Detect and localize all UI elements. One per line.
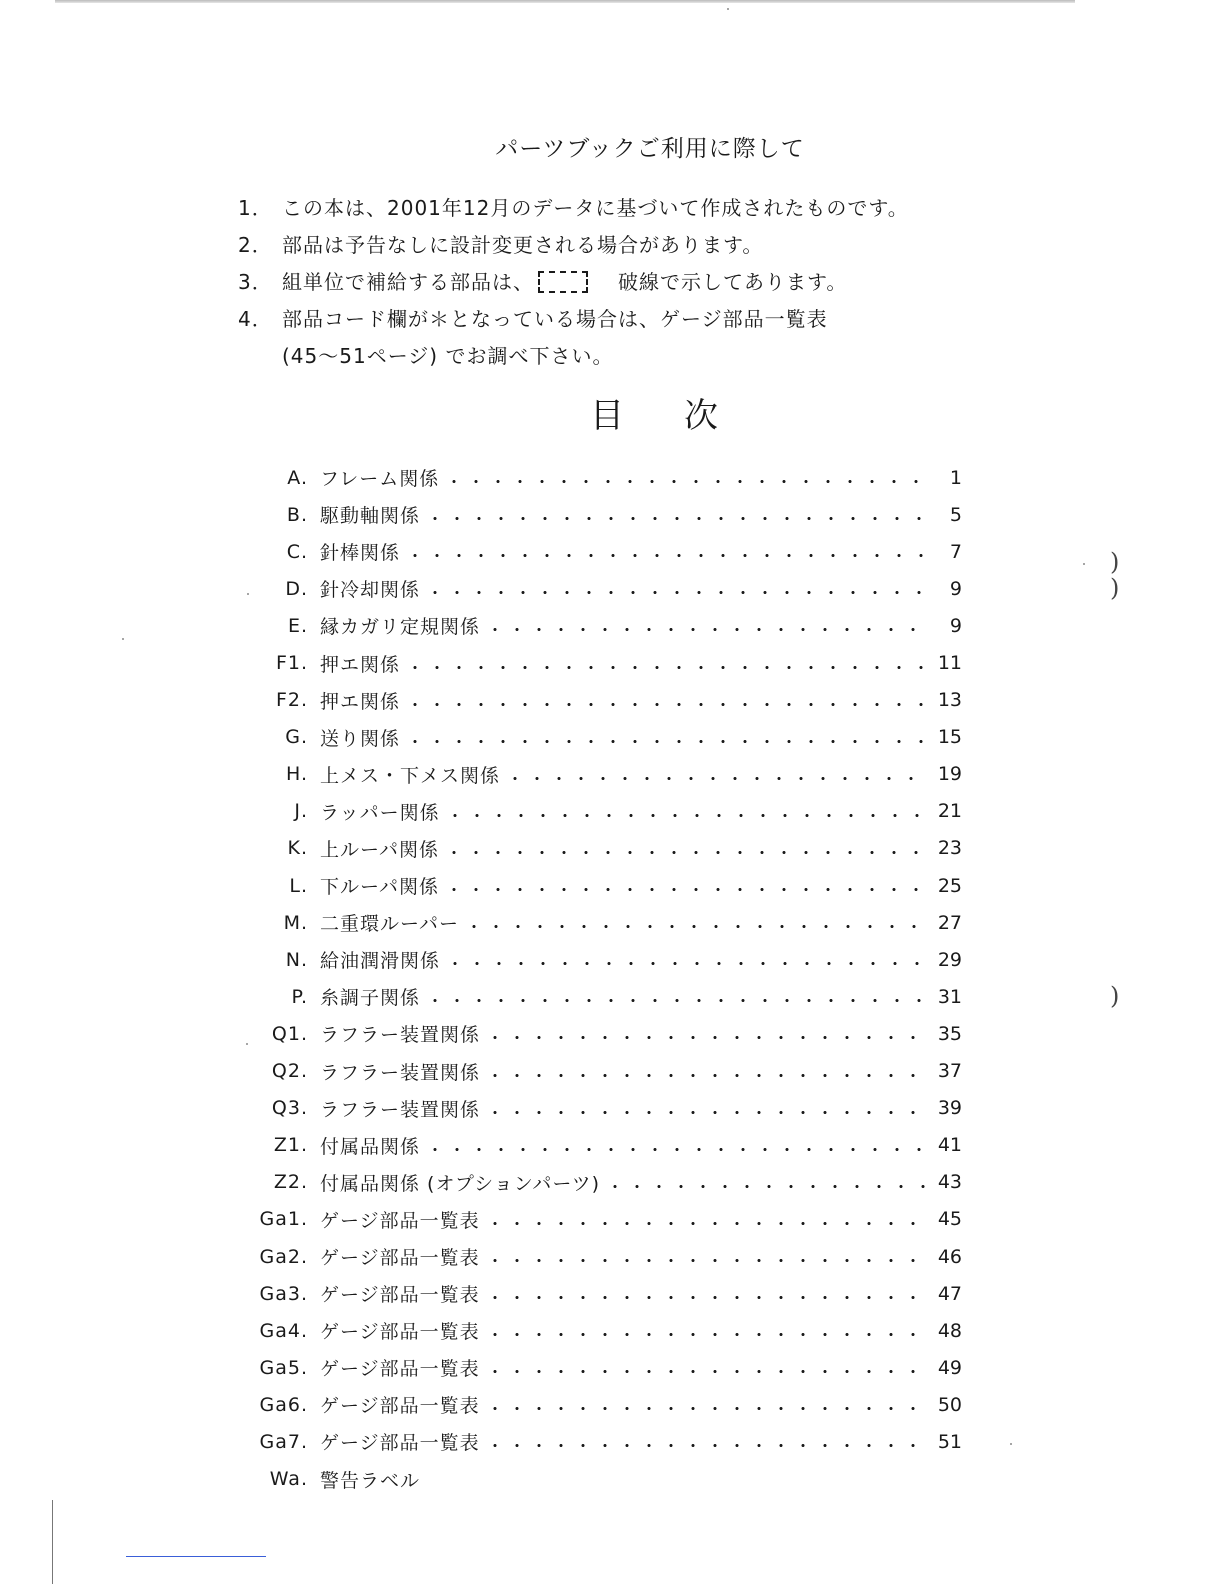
toc-label: ゲージ部品一覧表 (320, 1321, 480, 1344)
toc-page-number: 45 (937, 1208, 962, 1231)
toc-page-number: 25 (937, 874, 962, 897)
notice-list (238, 190, 958, 375)
toc-code: Ga6. (259, 1393, 308, 1416)
toc-dot-leader (444, 962, 926, 965)
margin-mark: ) (1110, 574, 1120, 602)
toc-dot-leader (404, 740, 926, 743)
toc-label: ラフラー装置関係 (320, 1061, 481, 1084)
toc-code: L. (289, 874, 308, 897)
toc-row (250, 867, 962, 904)
toc-label: 下ルーパ関係 (320, 876, 440, 899)
toc-row (250, 1386, 962, 1423)
notice-title: パーツブックご利用に際して (495, 136, 805, 162)
toc-code: J. (294, 800, 308, 823)
toc-row (250, 496, 962, 533)
toc-code: A. (287, 466, 308, 489)
toc-code: Ga4. (259, 1319, 308, 1342)
toc-page-number: 9 (949, 577, 962, 600)
toc-page-number: 39 (937, 1097, 962, 1120)
notice-text: 部品コード欄が＊となっている場合は、ゲージ部品一覧表 (282, 307, 828, 331)
toc-label: ラフラー装置関係 (320, 1098, 481, 1121)
notice-item (238, 301, 958, 338)
toc-page-number: 19 (937, 763, 962, 786)
toc-page-number: 49 (937, 1356, 962, 1379)
toc-row (250, 830, 962, 867)
toc-row (250, 904, 962, 941)
toc-row (250, 1201, 962, 1238)
toc-page-number: 15 (937, 726, 962, 749)
toc-dot-leader (444, 814, 926, 817)
toc-code: N. (285, 948, 308, 971)
toc-row (250, 1312, 962, 1349)
toc-code: F1. (275, 652, 308, 675)
toc-row (250, 1461, 962, 1498)
toc-row (250, 1053, 962, 1090)
toc-code: Ga2. (259, 1245, 308, 1268)
scan-edge-left (52, 1500, 53, 1584)
notice-number: 1． (238, 196, 273, 220)
toc-code: Q1. (271, 1022, 308, 1045)
toc-row (250, 1015, 962, 1052)
notice-text: 破線で示してあります。 (618, 270, 848, 294)
notice-text: この本は、2001年12月のデータに基づいて作成されたものです。 (282, 196, 909, 220)
toc-dot-leader (443, 480, 926, 483)
toc-row (250, 1275, 962, 1312)
toc-label: 警告ラベル (320, 1469, 421, 1492)
toc-code: K. (287, 837, 308, 860)
toc-page-number: 47 (937, 1282, 962, 1305)
toc-code: M. (283, 911, 308, 934)
toc-page-number: 46 (937, 1245, 962, 1268)
toc-code: C. (286, 540, 308, 563)
scan-edge-top (55, 0, 1075, 3)
toc-label: 糸調子関係 (320, 987, 421, 1010)
toc-code: Ga1. (259, 1208, 308, 1231)
toc-code: Ga7. (259, 1430, 308, 1453)
toc-dot-leader (443, 851, 926, 854)
toc-row (250, 793, 962, 830)
toc-title: 目次 (590, 396, 778, 436)
toc-code: Ga3. (259, 1282, 308, 1305)
toc-label: 付属品関係 (320, 1135, 421, 1158)
toc-label: ゲージ部品一覧表 (320, 1358, 480, 1381)
notice-continuation: (45～51ページ) でお調べ下さい。 (282, 344, 614, 368)
notice-item (238, 190, 958, 227)
toc-page-number: 9 (949, 614, 962, 637)
toc-dot-leader (484, 1444, 926, 1447)
toc-page-number: 5 (949, 503, 962, 526)
toc-page-number: 51 (937, 1430, 962, 1453)
toc-dot-leader (404, 666, 926, 669)
toc-label: 付属品関係 (オプションパーツ) (320, 1172, 601, 1195)
toc-page-number: 1 (949, 466, 962, 489)
toc-code: D. (285, 577, 308, 600)
toc-row (250, 941, 962, 978)
scan-speck (246, 1043, 248, 1045)
toc-row (250, 1423, 962, 1460)
toc-code: Q2. (271, 1060, 308, 1083)
notice-text: 部品は予告なしに設計変更される場合があります。 (282, 233, 764, 257)
toc-label: ゲージ部品一覧表 (320, 1395, 480, 1418)
toc-row (250, 1349, 962, 1386)
toc-dot-leader (484, 1370, 926, 1373)
toc-page-number: 27 (937, 911, 962, 934)
toc-page-number: 23 (937, 837, 962, 860)
toc-page-number: 7 (949, 540, 962, 563)
margin-mark: ) (1110, 548, 1120, 576)
toc-page-number: 21 (937, 800, 962, 823)
blue-rule (126, 1556, 266, 1557)
toc-page-number: 43 (937, 1171, 962, 1194)
toc-code: F2. (275, 689, 308, 712)
toc-row (250, 644, 962, 681)
scan-speck (1010, 1443, 1012, 1445)
notice-number: 4． (238, 307, 273, 331)
notice-number: 2． (238, 233, 273, 257)
toc-page-number: 50 (937, 1393, 962, 1416)
toc-row (250, 1238, 962, 1275)
scan-speck (1083, 563, 1085, 565)
toc-label: 針冷却関係 (320, 579, 421, 602)
toc-dot-leader (424, 1148, 926, 1151)
toc-row (250, 533, 962, 570)
toc-code: G. (285, 726, 308, 749)
toc-dot-leader (484, 1259, 926, 1262)
toc-row (250, 719, 962, 756)
toc-page-number: 35 (937, 1022, 962, 1045)
notice-text: 組単位で補給する部品は、 (282, 270, 534, 294)
margin-mark: ) (1110, 982, 1120, 1010)
toc-label: 送り関係 (320, 727, 401, 750)
toc-dot-leader (484, 1036, 926, 1039)
toc-label: 針棒関係 (320, 542, 401, 565)
toc-code: Q3. (271, 1097, 308, 1120)
toc-row (250, 1090, 962, 1127)
toc-label: ラフラー装置関係 (320, 1024, 481, 1047)
toc-dot-leader (424, 999, 926, 1002)
toc-dot-leader (604, 1185, 926, 1188)
toc-dot-leader (484, 628, 926, 631)
toc-code: Z1. (273, 1134, 308, 1157)
toc-row (250, 1127, 962, 1164)
toc-label: 駆動軸関係 (320, 505, 421, 528)
toc-dot-leader (443, 888, 926, 891)
toc-page-number: 31 (937, 985, 962, 1008)
toc-label: フレーム関係 (320, 468, 440, 491)
toc-dot-leader (484, 1333, 926, 1336)
toc-code: Ga5. (259, 1356, 308, 1379)
toc-label: ゲージ部品一覧表 (320, 1247, 480, 1270)
toc-page-number: 13 (937, 689, 962, 712)
toc-row (250, 459, 962, 496)
scan-speck (727, 8, 729, 10)
toc-dot-leader (484, 1296, 926, 1299)
toc-code: H. (286, 763, 308, 786)
toc-row (250, 978, 962, 1015)
dashed-box-symbol (538, 271, 588, 293)
toc-label: 上ルーパ関係 (320, 838, 440, 861)
toc-code: Z2. (273, 1171, 308, 1194)
scan-speck (122, 638, 124, 640)
toc-code: P. (291, 985, 308, 1008)
toc-row (250, 570, 962, 607)
toc-dot-leader (484, 1407, 926, 1410)
toc-dot-leader (404, 703, 926, 706)
notice-number: 3． (238, 270, 273, 294)
toc-label: 給油潤滑関係 (320, 950, 441, 973)
toc-label: 押エ関係 (320, 690, 401, 713)
toc-code: B. (286, 503, 308, 526)
toc-label: 押エ関係 (320, 653, 401, 676)
toc-code: Wa. (269, 1468, 308, 1491)
toc-dot-leader (484, 1111, 926, 1114)
notice-item (238, 264, 958, 301)
toc-dot-leader (404, 554, 926, 557)
toc-label: 上メス・下メス関係 (320, 764, 501, 787)
toc-page-number: 41 (937, 1134, 962, 1157)
toc-row (250, 756, 962, 793)
table-of-contents (250, 459, 962, 1498)
toc-row (250, 1164, 962, 1201)
toc-page-number: 37 (937, 1060, 962, 1083)
toc-page-number: 11 (937, 652, 962, 675)
toc-dot-leader (484, 1074, 926, 1077)
toc-dot-leader (463, 925, 926, 928)
toc-label: ラッパー関係 (320, 801, 440, 824)
toc-label: ゲージ部品一覧表 (320, 1209, 480, 1232)
toc-dot-leader (484, 1222, 926, 1225)
toc-label: 縁カガリ定規関係 (320, 616, 481, 639)
toc-dot-leader (424, 591, 926, 594)
notice-item (238, 227, 958, 264)
toc-label: ゲージ部品一覧表 (320, 1432, 480, 1455)
toc-dot-leader (424, 517, 926, 520)
toc-row (250, 682, 962, 719)
toc-dot-leader (504, 777, 926, 780)
toc-label: ゲージ部品一覧表 (320, 1284, 480, 1307)
scan-speck (247, 593, 249, 595)
toc-page-number: 48 (937, 1319, 962, 1342)
toc-row (250, 607, 962, 644)
toc-page-number: 29 (937, 948, 962, 971)
toc-label: 二重環ルーパー (320, 913, 460, 936)
toc-code: E. (287, 614, 308, 637)
